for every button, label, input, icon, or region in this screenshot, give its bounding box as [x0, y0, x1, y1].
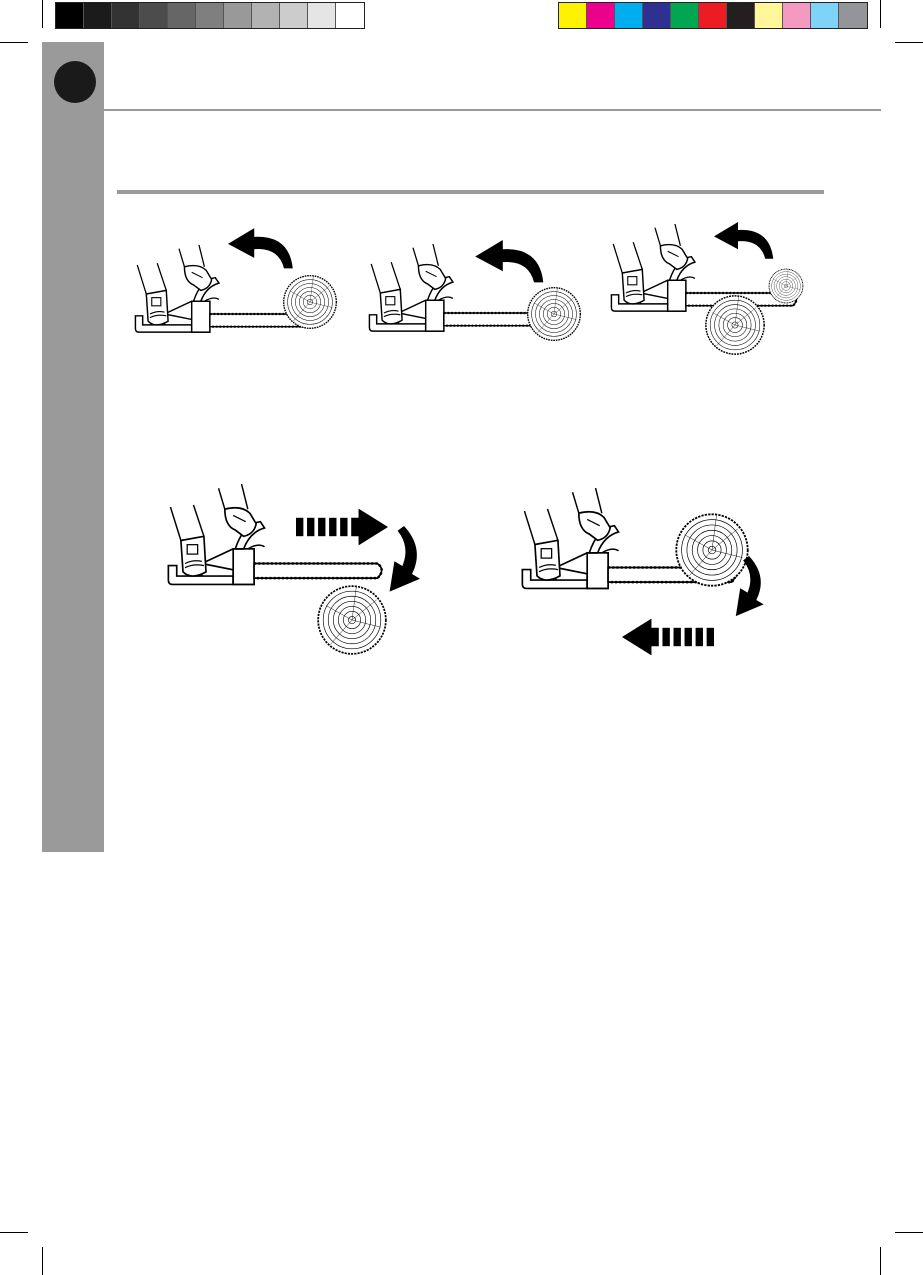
color-swatch-9: [811, 3, 839, 28]
crop-mark-top-left-v: [42, 0, 43, 28]
color-swatch-6: [727, 3, 755, 28]
crop-mark-top-left-h: [0, 42, 28, 43]
gray-swatch-10: [336, 3, 364, 28]
color-calibration-bar: [558, 2, 868, 29]
pull-back-arrow-icon: [622, 619, 714, 656]
gray-swatch-6: [224, 3, 252, 28]
log-cross-section: [676, 514, 747, 585]
gray-swatch-7: [252, 3, 280, 28]
crop-mark-bottom-right-h: [895, 1232, 923, 1233]
color-swatch-4: [671, 3, 699, 28]
chainsaw-illustration: [168, 484, 381, 584]
color-swatch-7: [755, 3, 783, 28]
figure-5-top-cut-pull: [514, 484, 794, 664]
figure-1-chainsaw-top-cut: [128, 210, 348, 350]
figure-4-underside-cut-push: [160, 484, 440, 664]
gray-swatch-4: [168, 3, 196, 28]
crop-mark-top-right-h: [895, 42, 923, 43]
rotation-arrow-icon: [714, 222, 773, 259]
color-swatch-2: [615, 3, 643, 28]
upper-log-cross-section: [769, 269, 803, 303]
crop-mark-top-right-v: [880, 0, 881, 28]
log-cross-section: [284, 276, 337, 329]
crop-mark-bottom-right-v: [880, 1247, 881, 1275]
log-cross-section: [318, 586, 386, 654]
gray-swatch-3: [140, 3, 168, 28]
gray-swatch-9: [308, 3, 336, 28]
section-rule: [117, 190, 824, 194]
chainsaw-illustration: [611, 224, 796, 311]
gray-swatch-1: [84, 3, 112, 28]
rotation-arrow-icon: [475, 240, 543, 282]
lower-log-cross-section: [706, 296, 764, 354]
header-rule: [104, 109, 881, 111]
side-language-band: [42, 42, 104, 852]
gray-swatch-8: [280, 3, 308, 28]
color-swatch-1: [587, 3, 615, 28]
color-swatch-8: [783, 3, 811, 28]
gray-swatch-2: [112, 3, 140, 28]
section-tab-circle: [54, 61, 96, 103]
figure-2-chainsaw-top-cut: [362, 210, 582, 360]
log-cross-section: [528, 288, 581, 341]
color-swatch-10: [839, 3, 867, 28]
color-swatch-5: [699, 3, 727, 28]
rotation-arrow-icon: [390, 526, 420, 592]
color-swatch-0: [559, 3, 587, 28]
gray-swatch-5: [196, 3, 224, 28]
grayscale-calibration-bar: [55, 2, 365, 29]
crop-mark-bottom-left-h: [0, 1232, 28, 1233]
rotation-arrow-icon: [228, 228, 293, 268]
push-forward-arrow-icon: [296, 509, 388, 546]
crop-mark-bottom-left-v: [42, 1247, 43, 1275]
figure-3-chainsaw-stacked-logs: [604, 208, 814, 358]
gray-swatch-0: [56, 3, 84, 28]
color-swatch-3: [643, 3, 671, 28]
